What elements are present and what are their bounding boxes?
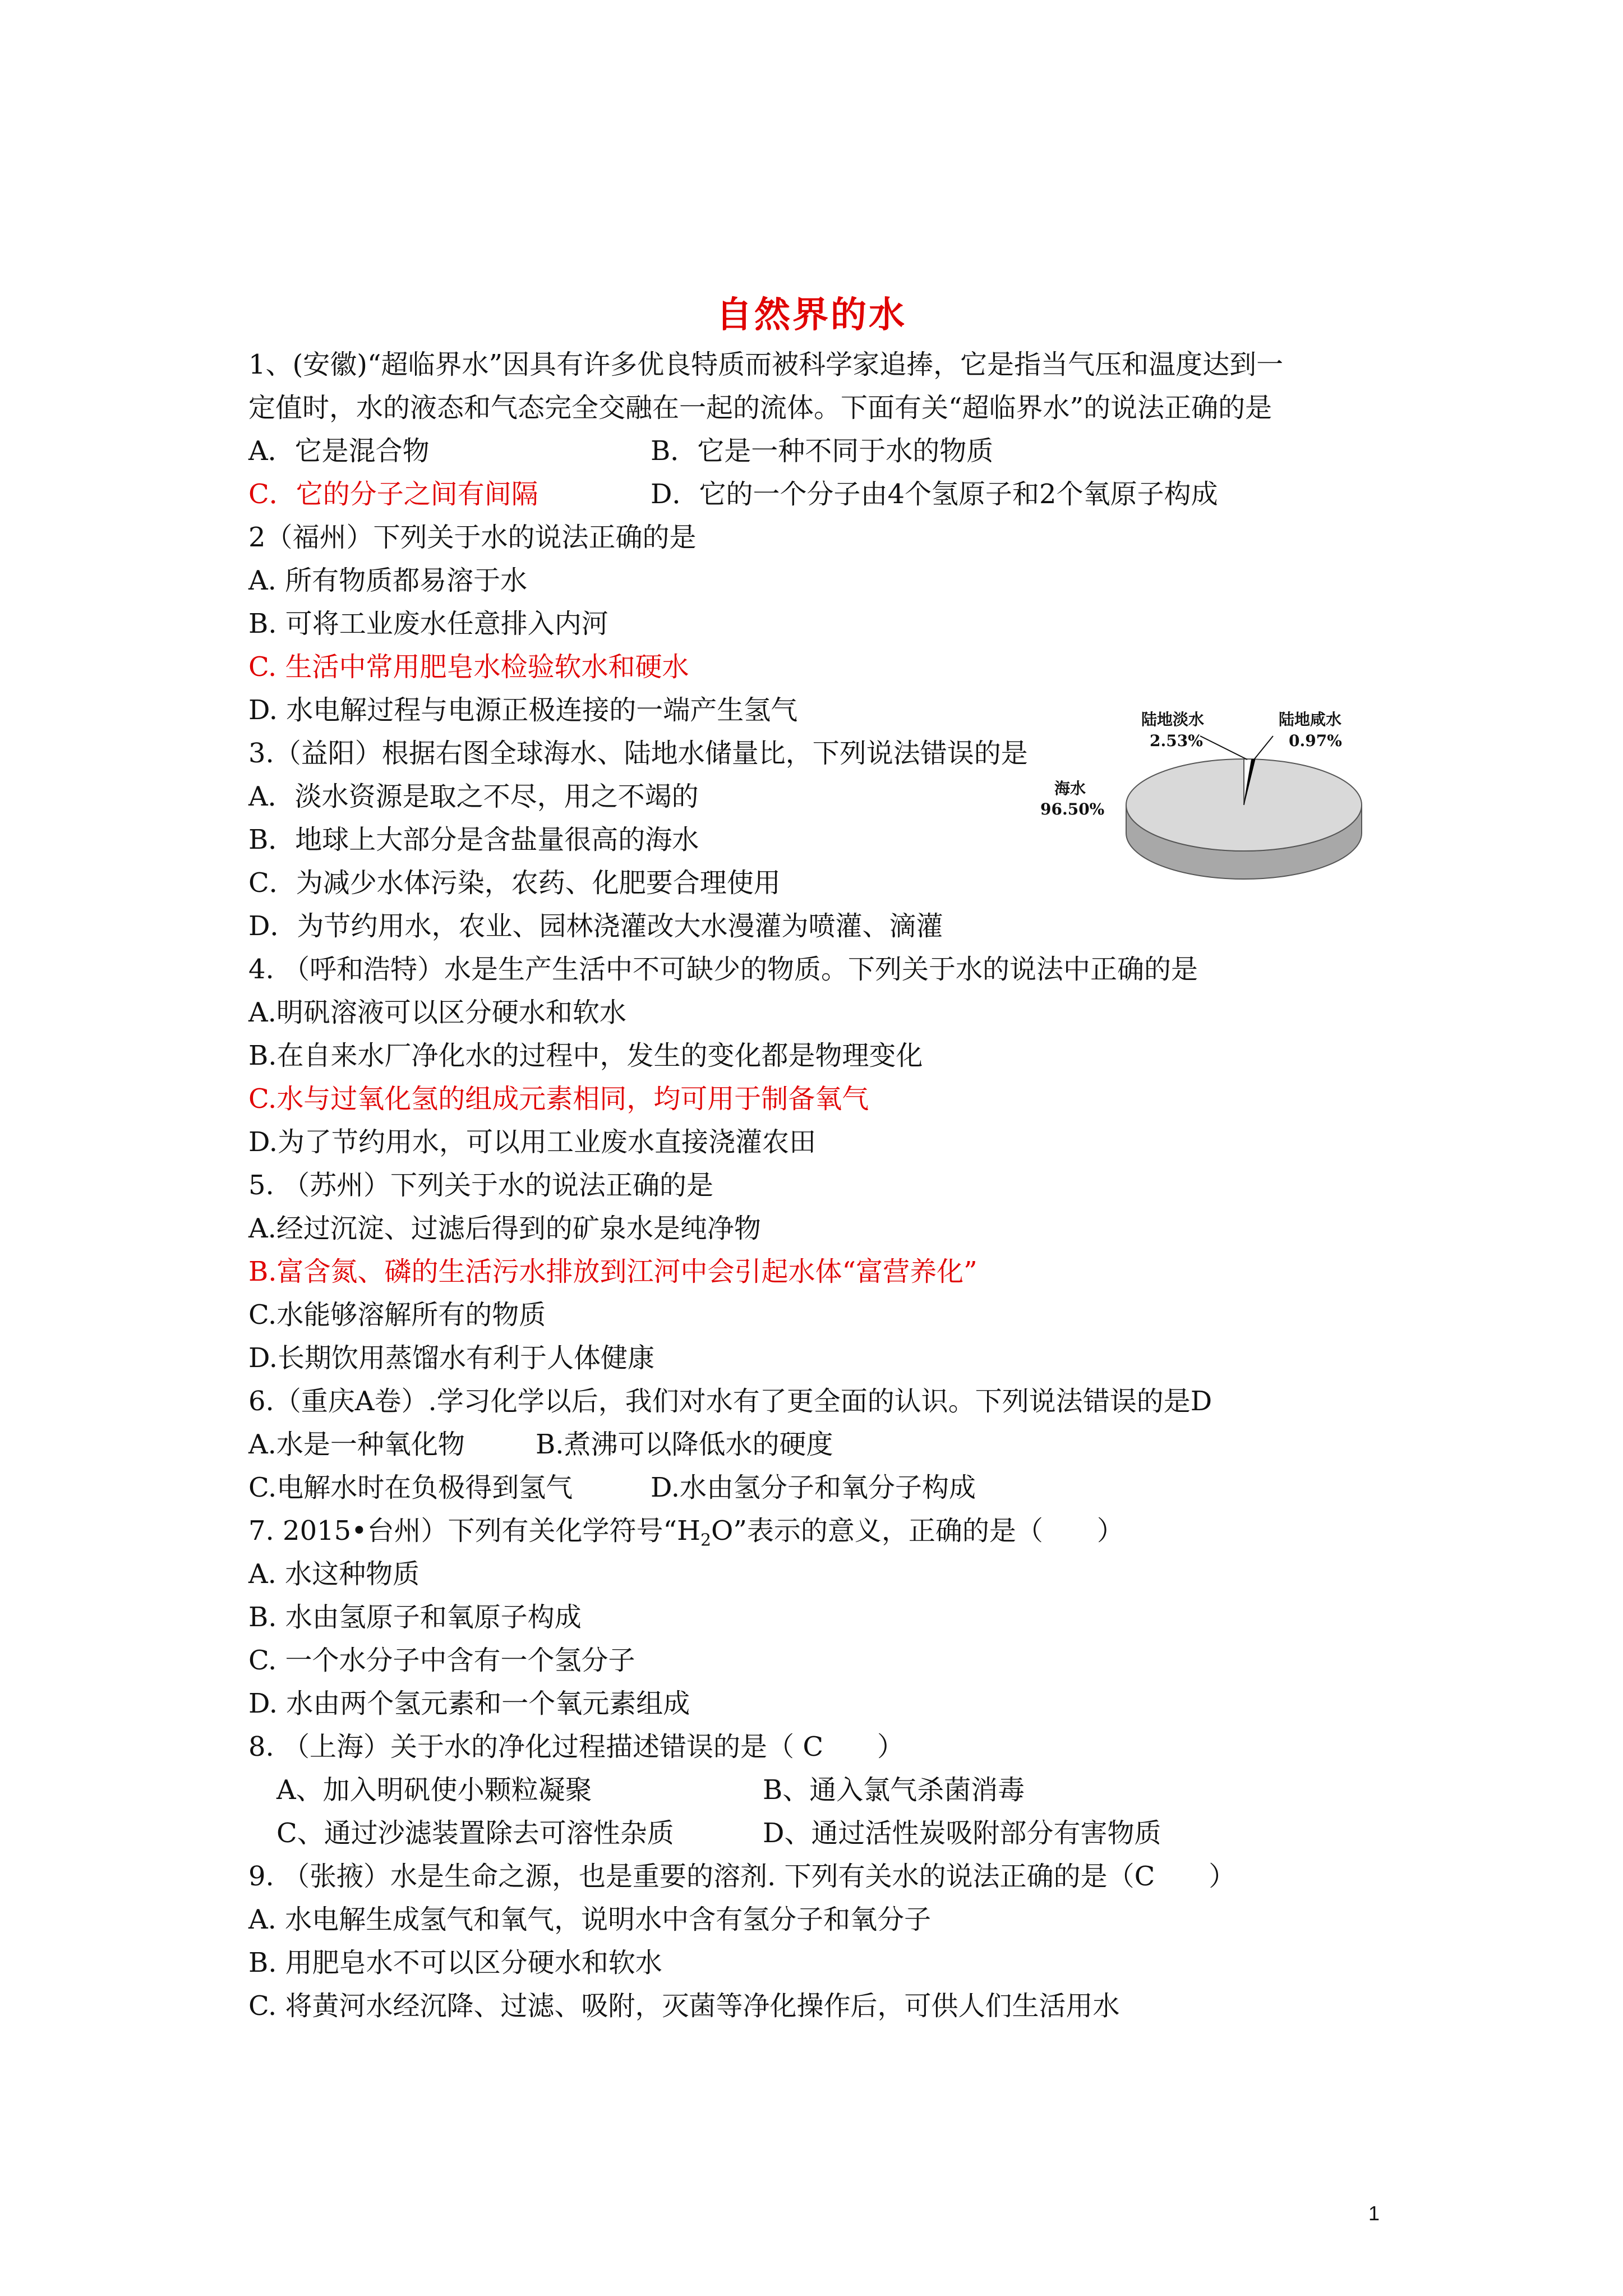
q9-option-c: C. 将黄河水经沉降、过滤、吸附，灭菌等净化操作后，可供人们生活用水: [248, 1990, 1120, 2022]
label-fresh-water: 陆地淡水: [1141, 710, 1205, 729]
q8-option-a: A、加入明矾使小颗粒凝聚: [276, 1774, 592, 1806]
q7-stem-subscript: 2: [700, 1530, 712, 1550]
q3-stem: 3.（益阳）根据右图全球海水、陆地水储量比，下列说法错误的是: [248, 738, 1028, 769]
q7-stem-post: O”表示的意义，正确的是（ ）: [711, 1515, 1124, 1547]
q5-option-a: A.经过沉淀、过滤后得到的矿泉水是纯净物: [248, 1213, 761, 1244]
q5-stem: 5. （苏州）下列关于水的说法正确的是: [248, 1170, 714, 1201]
q2-option-c: C. 生活中常用肥皂水检验软水和硬水: [248, 651, 689, 683]
q4-option-b: B.在自来水厂净化水的过程中，发生的变化都是物理变化: [248, 1040, 923, 1071]
value-salt-water: 0.97%: [1289, 731, 1342, 750]
water-pie-chart: [1032, 696, 1391, 931]
q1-option-d: D．它的一个分子由4个氢原子和2个氧原子构成: [651, 478, 1218, 510]
q9-stem: 9. （张掖）水是生命之源，也是重要的溶剂. 下列有关水的说法正确的是（C ）: [248, 1861, 1236, 1892]
q6-stem: 6.（重庆A卷）.学习化学以后，我们对水有了更全面的认识。下列说法错误的是D: [248, 1386, 1212, 1417]
q6-option-c: C.电解水时在负极得到氢气: [248, 1472, 573, 1503]
q4-option-c: C.水与过氧化氢的组成元素相同，均可用于制备氧气: [248, 1083, 869, 1115]
value-fresh-water: 2.53%: [1150, 731, 1203, 750]
value-seawater: 96.50%: [1040, 800, 1105, 818]
q1-option-a: A．它是混合物: [248, 435, 430, 467]
label-seawater: 海水: [1054, 779, 1086, 798]
q2-stem: 2（福州）下列关于水的说法正确的是: [248, 522, 697, 553]
q8-option-b: B、通入氯气杀菌消毒: [763, 1774, 1025, 1806]
q6-option-d: D.水由氢分子和氧分子构成: [651, 1472, 976, 1503]
q7-option-a: A. 水这种物质: [248, 1558, 420, 1590]
leader-fresh-water: [1200, 736, 1247, 760]
q5-option-c: C.水能够溶解所有的物质: [248, 1299, 546, 1331]
q3-option-d: D．为节约用水，农业、园林浇灌改大水漫灌为喷灌、滴灌: [248, 910, 943, 942]
q7-option-b: B. 水由氢原子和氧原子构成: [248, 1602, 582, 1633]
page-title: 自然界的水: [716, 295, 907, 336]
q9-option-b: B. 用肥皂水不可以区分硬水和软水: [248, 1947, 662, 1978]
q3-option-b: B．地球上大部分是含盐量很高的海水: [248, 824, 699, 855]
q6-option-a: A.水是一种氧化物: [248, 1429, 465, 1460]
q8-stem: 8. （上海）关于水的净化过程描述错误的是（ C ）: [248, 1731, 905, 1763]
q9-option-a: A. 水电解生成氢气和氧气，说明水中含有氢分子和氧分子: [248, 1904, 932, 1935]
q7-option-d: D. 水由两个氢元素和一个氧元素组成: [248, 1688, 690, 1719]
q1-stem-line2: 定值时，水的液态和气态完全交融在一起的流体。下面有关“超临界水”的说法正确的是: [248, 392, 1272, 424]
q7-stem-pre: 7. 2015•台州）下列有关化学符号“H: [248, 1515, 700, 1547]
q2-option-d: D. 水电解过程与电源正极连接的一端产生氢气: [248, 694, 798, 726]
q3-option-a: A．淡水资源是取之不尽，用之不竭的: [248, 781, 699, 812]
q3-option-c: C．为减少水体污染，农药、化肥要合理使用: [248, 867, 781, 899]
q8-option-c: C、通过沙滤装置除去可溶性杂质: [276, 1818, 674, 1849]
q4-option-d: D.为了节约用水，可以用工业废水直接浇灌农田: [248, 1126, 817, 1158]
label-salt-water: 陆地咸水: [1279, 710, 1342, 729]
page-number: 1: [1368, 2202, 1380, 2225]
q1-option-c: C．它的分子之间有间隔: [248, 478, 538, 510]
q4-option-a: A.明矾溶液可以区分硬水和软水: [248, 997, 626, 1028]
q1-stem-line1: 1、(安徽)“超临界水”因具有许多优良特质而被科学家追捧，它是指当气压和温度达到一: [248, 349, 1284, 380]
leader-salt-water: [1254, 736, 1273, 760]
q8-option-d: D、通过活性炭吸附部分有害物质: [763, 1818, 1161, 1849]
q1-option-b: B．它是一种不同于水的物质: [651, 435, 994, 467]
q5-option-d: D.长期饮用蒸馏水有利于人体健康: [248, 1342, 655, 1374]
q7-option-c: C. 一个水分子中含有一个氢分子: [248, 1645, 635, 1676]
q7-stem: [248, 1514, 1124, 1558]
q2-option-b: B. 可将工业废水任意排入内河: [248, 608, 608, 639]
q4-stem: 4. （呼和浩特）水是生产生活中不可缺少的物质。下列关于水的说法中正确的是: [248, 954, 1198, 985]
q2-option-a: A. 所有物质都易溶于水: [248, 565, 528, 596]
q5-option-b: B.富含氮、磷的生活污水排放到江河中会引起水体“富营养化”: [248, 1256, 978, 1287]
q6-option-b: B.煮沸可以降低水的硬度: [536, 1429, 833, 1460]
